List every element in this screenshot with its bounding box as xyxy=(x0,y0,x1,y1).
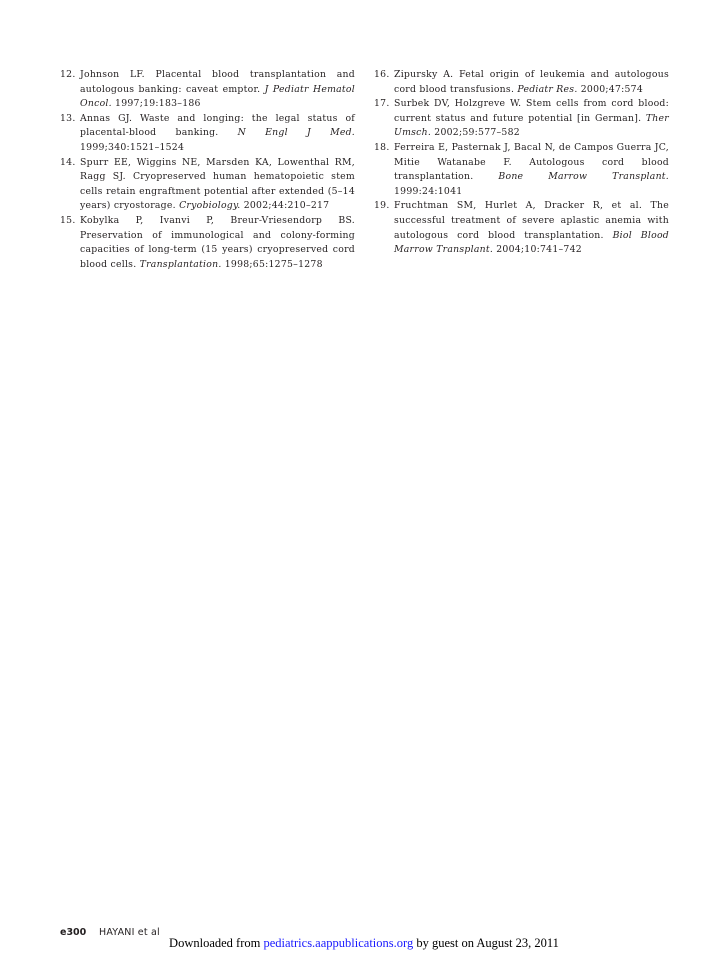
reference-text: Ferreira E, Pasternak J, Bacal N, de Campos Guerra JC, Mitie Watanabe F. Autologous cord blood transplantation. xyxy=(394,141,669,183)
reference-item xyxy=(374,97,669,141)
references-column-left xyxy=(60,68,355,272)
reference-citation: 2000;47:574 xyxy=(577,83,643,95)
download-suffix: by guest on August 23, 2011 xyxy=(413,936,559,950)
reference-text: Zipursky A. Fetal origin of leukemia and autologous cord blood transfusions. xyxy=(394,69,669,95)
reference-item xyxy=(374,199,669,257)
reference-journal: J Pediatr Hematol Oncol. xyxy=(80,83,355,110)
download-link[interactable]: pediatrics.aappublications.org xyxy=(263,936,414,950)
reference-text: Kobylka P, Ivanvi P, Breur-Vriesendorp BS. Preservation of immunological and colony-forming capacities of long-term (15 years) cryopreserved cord blood cells. xyxy=(80,214,355,270)
page-number: e300 xyxy=(60,927,87,938)
reference-journal: N Engl J Med. xyxy=(237,127,355,139)
reference-number: 19. xyxy=(374,200,390,212)
reference-number: 14. xyxy=(60,156,76,168)
reference-text: Surbek DV, Holzgreve W. Stem cells from cord blood: current status and future potential [in German]. xyxy=(394,98,669,124)
reference-journal: Ther Umsch. xyxy=(394,112,669,139)
reference-item xyxy=(60,112,355,156)
download-notice xyxy=(0,936,728,951)
reference-journal: Cryobiology. xyxy=(179,200,241,212)
references-column-right xyxy=(374,68,669,258)
download-prefix: Downloaded from xyxy=(169,936,264,950)
reference-citation: 2002;59:577–582 xyxy=(431,127,520,139)
reference-text: Fruchtman SM, Hurlet A, Dracker R, et al. The successful treatment of severe aplastic anemia with autologous cord blood transplantation. xyxy=(394,200,669,241)
running-author: HAYANI et al xyxy=(99,927,160,938)
reference-journal: Biol Blood Marrow Transplant. xyxy=(394,229,669,256)
reference-number: 16. xyxy=(374,69,390,80)
reference-citation: 2004;10:741–742 xyxy=(493,244,582,256)
reference-text: Johnson LF. Placental blood transplantation and autologous banking: caveat emptor. xyxy=(80,69,355,95)
reference-item xyxy=(374,141,669,199)
reference-item xyxy=(60,68,355,112)
reference-number: 12. xyxy=(60,69,76,80)
reference-citation: 1997;19:183–186 xyxy=(111,98,201,110)
reference-item xyxy=(374,68,669,97)
reference-journal: Bone Marrow Transplant. xyxy=(498,171,669,183)
reference-text: Spurr EE, Wiggins NE, Marsden KA, Lowenthal RM, Ragg SJ. Cryopreserved human hematopoietic stem cells retain engraftment potential after extended (5–14 years) cryostorage. xyxy=(80,156,355,212)
reference-journal: Pediatr Res. xyxy=(517,83,578,95)
reference-item xyxy=(60,156,355,214)
reference-number: 18. xyxy=(374,141,390,153)
reference-number: 15. xyxy=(60,214,76,226)
reference-citation: 1999;340:1521–1524 xyxy=(80,141,185,153)
reference-citation: 2002;44:210–217 xyxy=(240,200,330,212)
reference-item xyxy=(60,214,355,272)
reference-text: Annas GJ. Waste and longing: the legal status of placental-blood banking. xyxy=(80,112,355,139)
reference-number: 17. xyxy=(374,98,390,110)
reference-number: 13. xyxy=(60,112,76,124)
reference-journal: Transplantation. xyxy=(139,258,222,270)
reference-citation: 1998;65:1275–1278 xyxy=(221,258,323,270)
reference-citation: 1999:24:1041 xyxy=(394,185,463,197)
